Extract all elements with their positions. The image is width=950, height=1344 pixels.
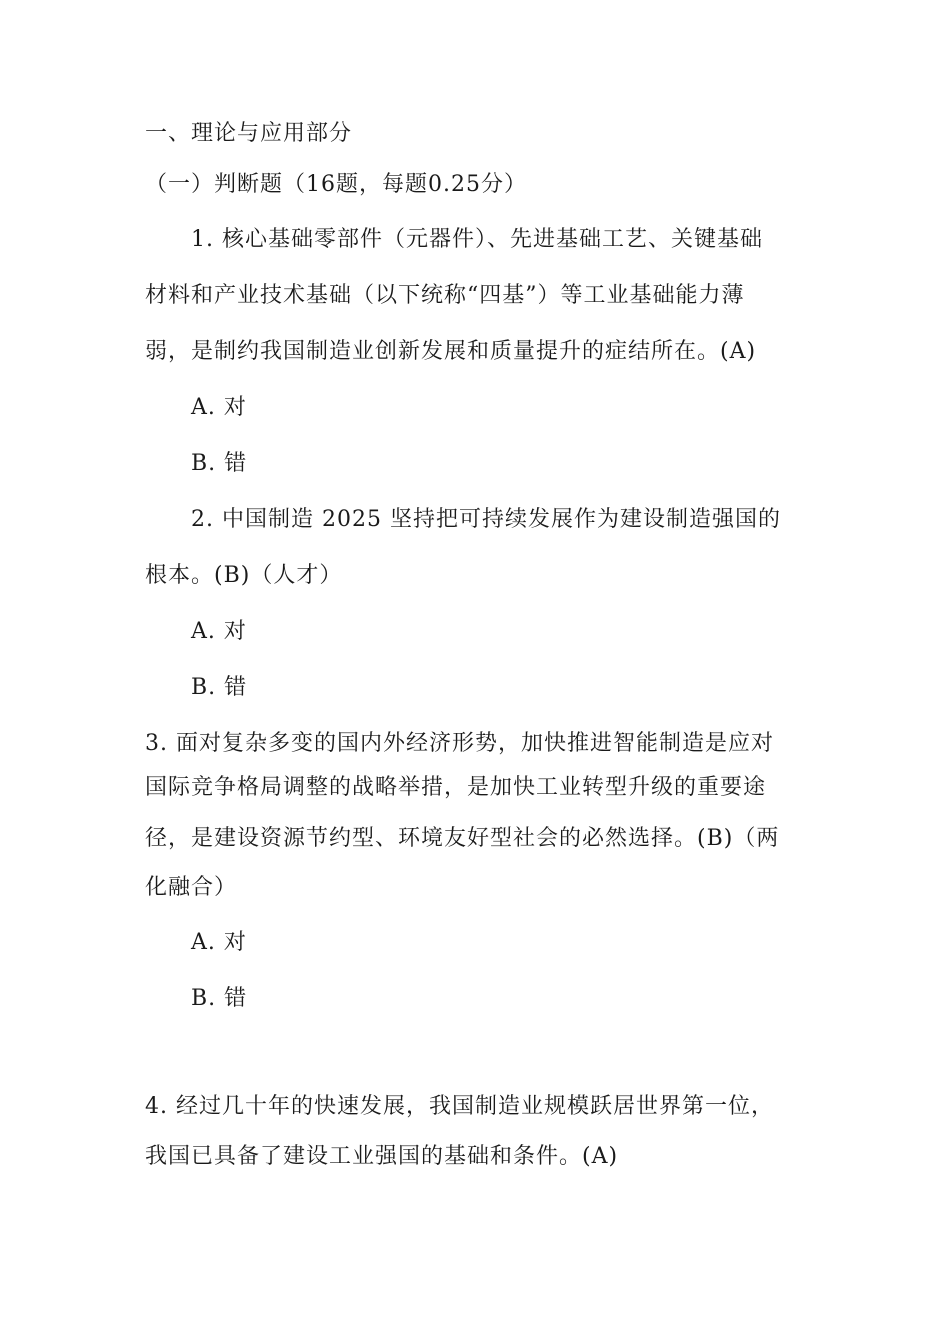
question-4-line-2: 我国已具备了建设工业强国的基础和条件。(A) xyxy=(145,1144,619,1169)
question-1-line-1: 1. 核心基础零部件（元器件）、先进基础工艺、关键基础 xyxy=(191,227,763,252)
question-3-line-3: 径，是建设资源节约型、环境友好型社会的必然选择。(B)（两 xyxy=(145,826,780,851)
question-2-option-a: A. 对 xyxy=(191,619,247,644)
question-2-option-b: B. 错 xyxy=(191,675,248,700)
question-1-line-3: 弱，是制约我国制造业创新发展和质量提升的症结所在。(A) xyxy=(145,339,757,364)
question-2-line-2: 根本。(B)（人才） xyxy=(145,563,343,588)
question-2-line-1: 2. 中国制造 2025 坚持把可持续发展作为建设制造强国的 xyxy=(191,507,781,532)
question-3-line-4: 化融合） xyxy=(145,875,238,900)
question-3-option-a: A. 对 xyxy=(191,930,247,955)
subsection-title: （一）判断题（16题，每题0.25分） xyxy=(145,172,527,197)
question-3-line-1: 3. 面对复杂多变的国内外经济形势，加快推进智能制造是应对 xyxy=(145,731,774,756)
question-4-line-1: 4. 经过几十年的快速发展，我国制造业规模跃居世界第一位， xyxy=(145,1094,774,1119)
question-1-option-a: A. 对 xyxy=(191,395,247,420)
question-1-line-2: 材料和产业技术基础（以下统称“四基”）等工业基础能力薄 xyxy=(145,283,745,308)
section-title: 一、理论与应用部分 xyxy=(145,121,353,146)
question-3-option-b: B. 错 xyxy=(191,986,248,1011)
question-1-option-b: B. 错 xyxy=(191,451,248,476)
question-3-line-2: 国际竞争格局调整的战略举措，是加快工业转型升级的重要途 xyxy=(145,775,767,800)
